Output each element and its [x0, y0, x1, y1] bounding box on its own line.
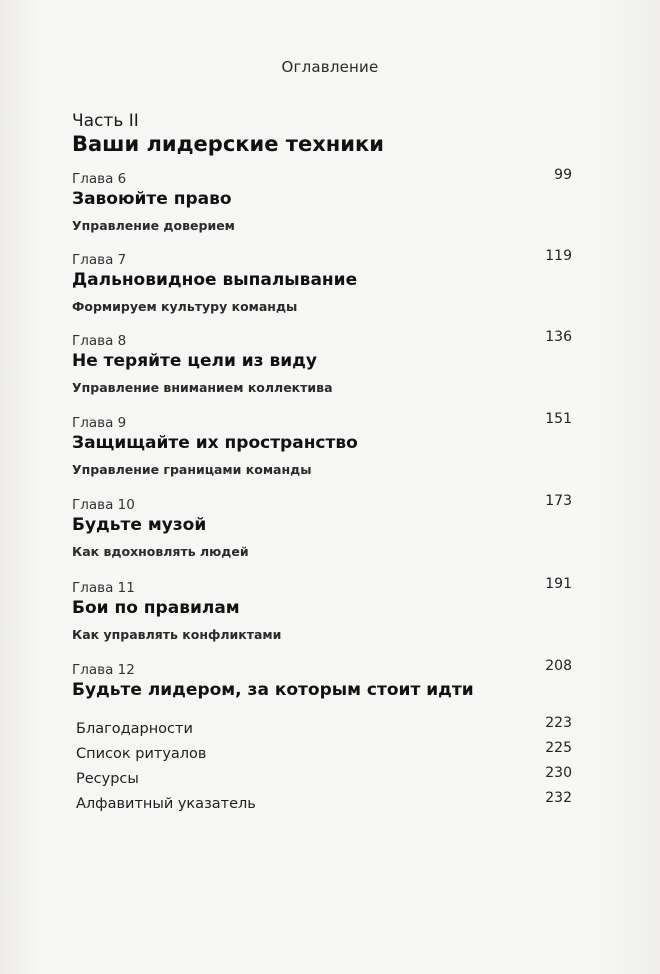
page-number: 223 — [545, 715, 572, 731]
chapter-title: Будьте музой — [72, 515, 207, 535]
chapter-label: Глава 10 — [72, 497, 135, 513]
toc-entry-index[interactable] — [76, 790, 572, 818]
chapter-label: Глава 11 — [72, 580, 135, 596]
chapter-title: Защищайте их пространство — [72, 433, 358, 453]
toc-entry-chapter-9[interactable] — [72, 411, 572, 495]
chapter-title: Завоюйте право — [72, 189, 232, 209]
part-label: Часть II — [72, 111, 139, 131]
toc-entry-chapter-10[interactable] — [72, 493, 572, 577]
toc-entry-acknowledgements[interactable] — [76, 715, 572, 743]
entry-label: Список ритуалов — [76, 746, 207, 762]
chapter-title: Дальновидное выпалывание — [72, 270, 358, 290]
page-number: 173 — [545, 493, 572, 509]
part-title: Ваши лидерские техники — [72, 132, 384, 156]
chapter-subtitle: Формируем культуру команды — [72, 299, 298, 314]
chapter-subtitle: Как вдохновлять людей — [72, 544, 249, 559]
toc-entry-resources[interactable] — [76, 765, 572, 793]
chapter-title: Бои по правилам — [72, 598, 240, 618]
page-header: Оглавление — [281, 58, 379, 76]
page-number: 225 — [545, 740, 572, 756]
entry-label: Алфавитный указатель — [76, 796, 256, 812]
page-number: 230 — [545, 765, 572, 781]
toc-entry-chapter-8[interactable] — [72, 329, 572, 413]
page-number: 151 — [545, 411, 572, 427]
chapter-label: Глава 12 — [72, 662, 135, 678]
entry-label: Ресурсы — [76, 771, 139, 787]
chapter-title: Будьте лидером, за которым стоит идти — [72, 680, 474, 700]
page-number: 208 — [545, 658, 572, 674]
toc-entry-rituals-list[interactable] — [76, 740, 572, 768]
chapter-label: Глава 7 — [72, 252, 127, 268]
chapter-subtitle: Управление границами команды — [72, 462, 312, 477]
chapter-subtitle: Как управлять конфликтами — [72, 627, 282, 642]
chapter-subtitle: Управление доверием — [72, 218, 235, 233]
page-number: 99 — [554, 167, 572, 183]
toc-entry-chapter-6[interactable] — [72, 167, 572, 251]
chapter-label: Глава 9 — [72, 415, 127, 431]
toc-entry-chapter-11[interactable] — [72, 576, 572, 660]
entry-label: Благодарности — [76, 721, 193, 737]
chapter-title: Не теряйте цели из виду — [72, 351, 317, 371]
toc-entry-chapter-7[interactable] — [72, 248, 572, 332]
chapter-label: Глава 6 — [72, 171, 127, 187]
page-number: 136 — [545, 329, 572, 345]
page-number: 191 — [545, 576, 572, 592]
chapter-subtitle: Управление вниманием коллектива — [72, 380, 333, 395]
page-number: 119 — [545, 248, 572, 264]
chapter-label: Глава 8 — [72, 333, 127, 349]
page-number: 232 — [545, 790, 572, 806]
